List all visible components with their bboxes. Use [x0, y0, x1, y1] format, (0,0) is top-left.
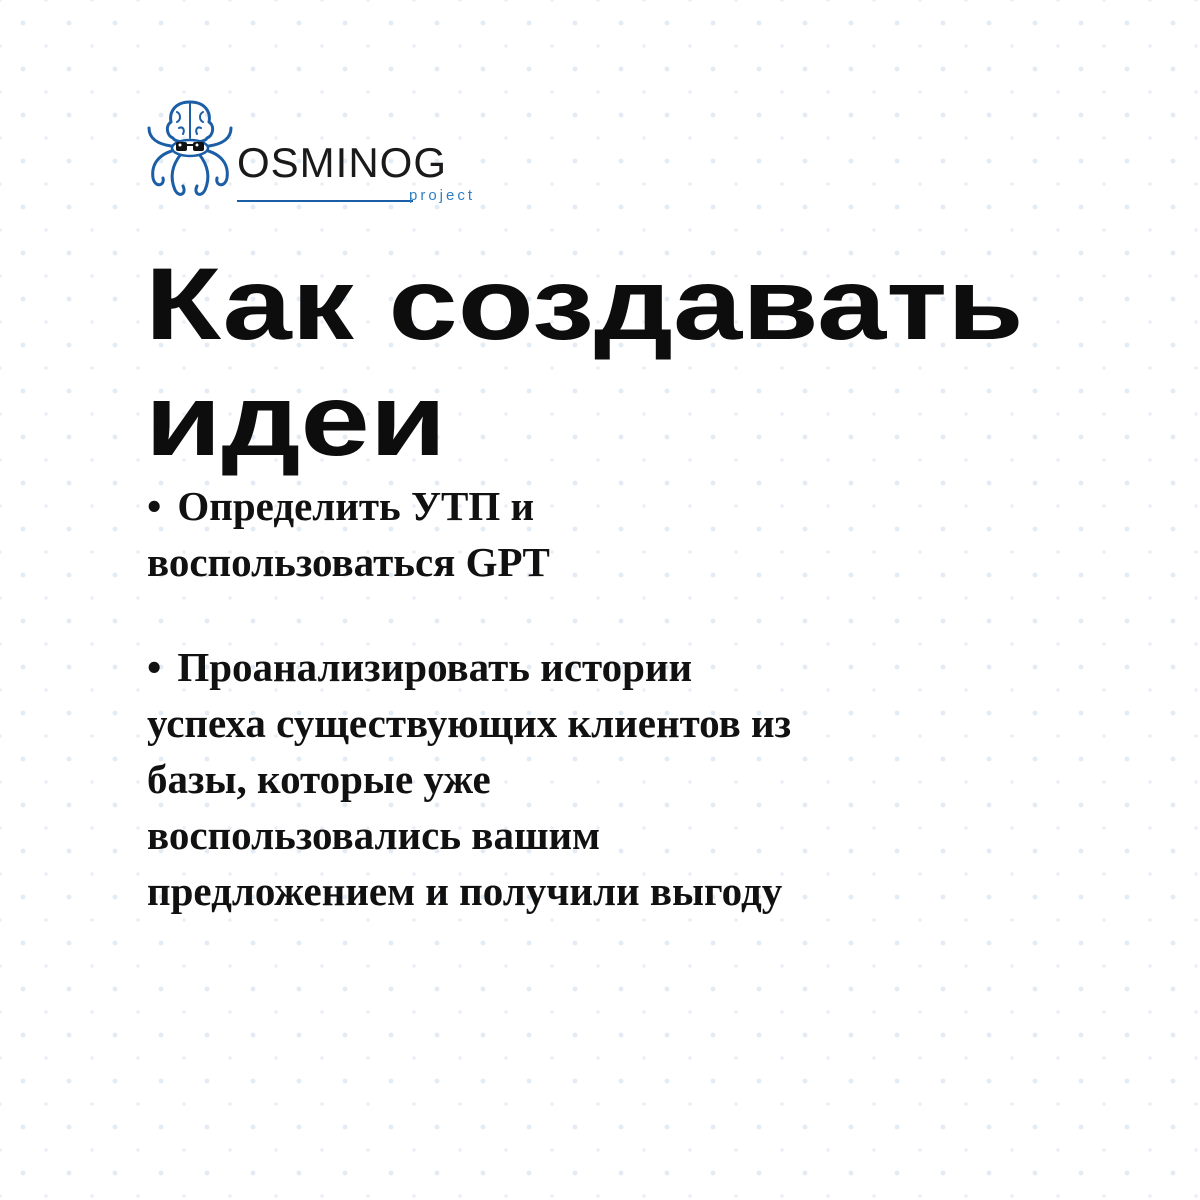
bullet-line: воспользоваться GPT — [147, 539, 550, 585]
logo-underline — [237, 200, 413, 202]
bullet-line: воспользовались вашим — [147, 812, 601, 858]
octopus-brain-glasses-icon — [145, 98, 235, 206]
bullet-line — [147, 639, 1047, 695]
page-title — [145, 246, 1200, 478]
bullet-line: предложением и получили выгоду — [147, 868, 783, 914]
logo — [145, 98, 475, 210]
title-line: идеи — [145, 363, 447, 477]
bullet-text: Проанализировать истории — [177, 644, 693, 690]
title-line: Как создавать — [145, 247, 1024, 361]
bullet-line: успеха существующих клиентов из — [147, 700, 792, 746]
bullet-text: Определить УТП и — [177, 483, 535, 529]
list-item — [147, 639, 1047, 919]
list-item — [147, 478, 1047, 590]
bullet-line — [147, 478, 1047, 534]
bullet-marker: • — [147, 644, 162, 690]
logo-subtitle: project — [409, 187, 476, 204]
logo-wordmark: OSMINOG — [237, 139, 448, 186]
bullet-line: базы, которые уже — [147, 756, 491, 802]
bullet-marker: • — [147, 483, 162, 529]
bullet-list — [147, 478, 1047, 968]
